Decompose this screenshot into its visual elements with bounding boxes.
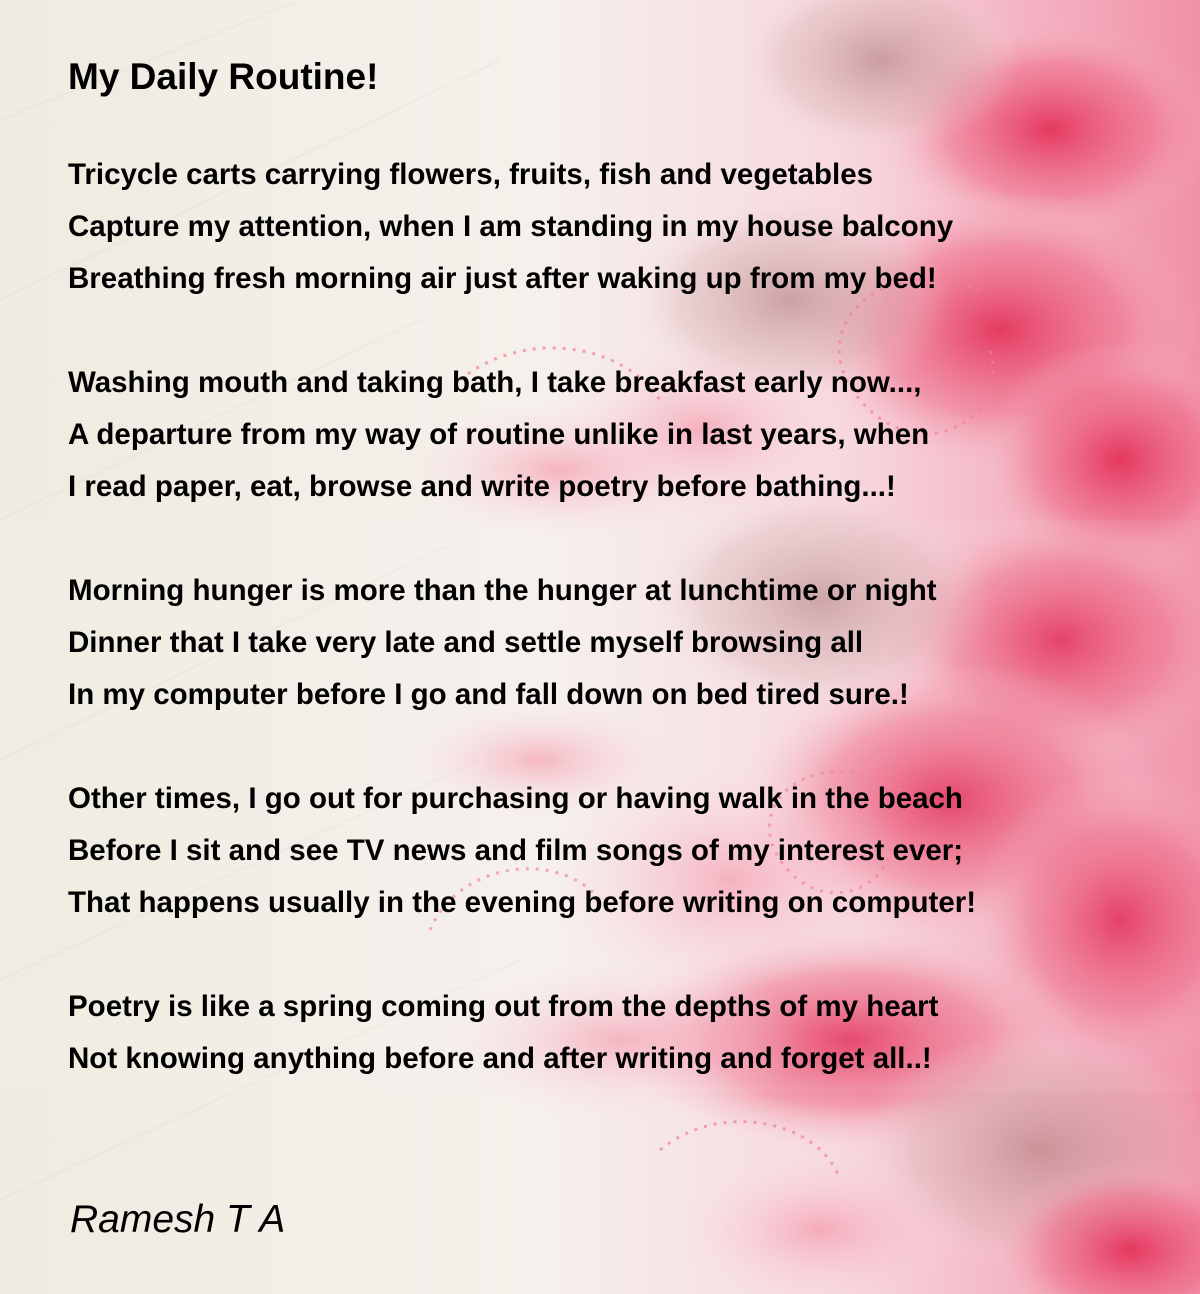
poem-line: Not knowing anything before and after writing and forget all..! [68, 1042, 932, 1075]
poem-line: Breathing fresh morning air just after waking up from my bed! [68, 262, 937, 295]
poem-title: My Daily Routine! [68, 56, 379, 97]
poem-line: I read paper, eat, browse and write poetry before bathing...! [68, 470, 896, 503]
poem-line: Capture my attention, when I am standing in my house balcony [68, 210, 954, 243]
poem-line: Dinner that I take very late and settle myself browsing all [68, 626, 864, 659]
stanza-1 [68, 149, 953, 305]
poem-line: Other times, I go out for purchasing or having walk in the beach [68, 782, 963, 815]
poem-line: In my computer before I go and fall down on bed tired sure.! [68, 678, 909, 711]
poem-line: A departure from my way of routine unlike in last years, when [68, 418, 930, 451]
poem-author: Ramesh T A [70, 1198, 286, 1241]
stanza-2 [68, 357, 929, 513]
stanza-4 [68, 773, 976, 929]
poem-line: Tricycle carts carrying flowers, fruits, fish and vegetables [68, 158, 874, 191]
stanza-3 [68, 565, 937, 721]
poem-line: Morning hunger is more than the hunger at lunchtime or night [68, 574, 937, 607]
poem-line: Before I sit and see TV news and film songs of my interest ever; [68, 834, 964, 867]
poem-line: That happens usually in the evening before writing on computer! [68, 886, 977, 919]
stanza-5 [68, 981, 938, 1085]
poem-line: Poetry is like a spring coming out from the depths of my heart [68, 990, 939, 1023]
poem-line: Washing mouth and taking bath, I take breakfast early now..., [68, 366, 922, 399]
